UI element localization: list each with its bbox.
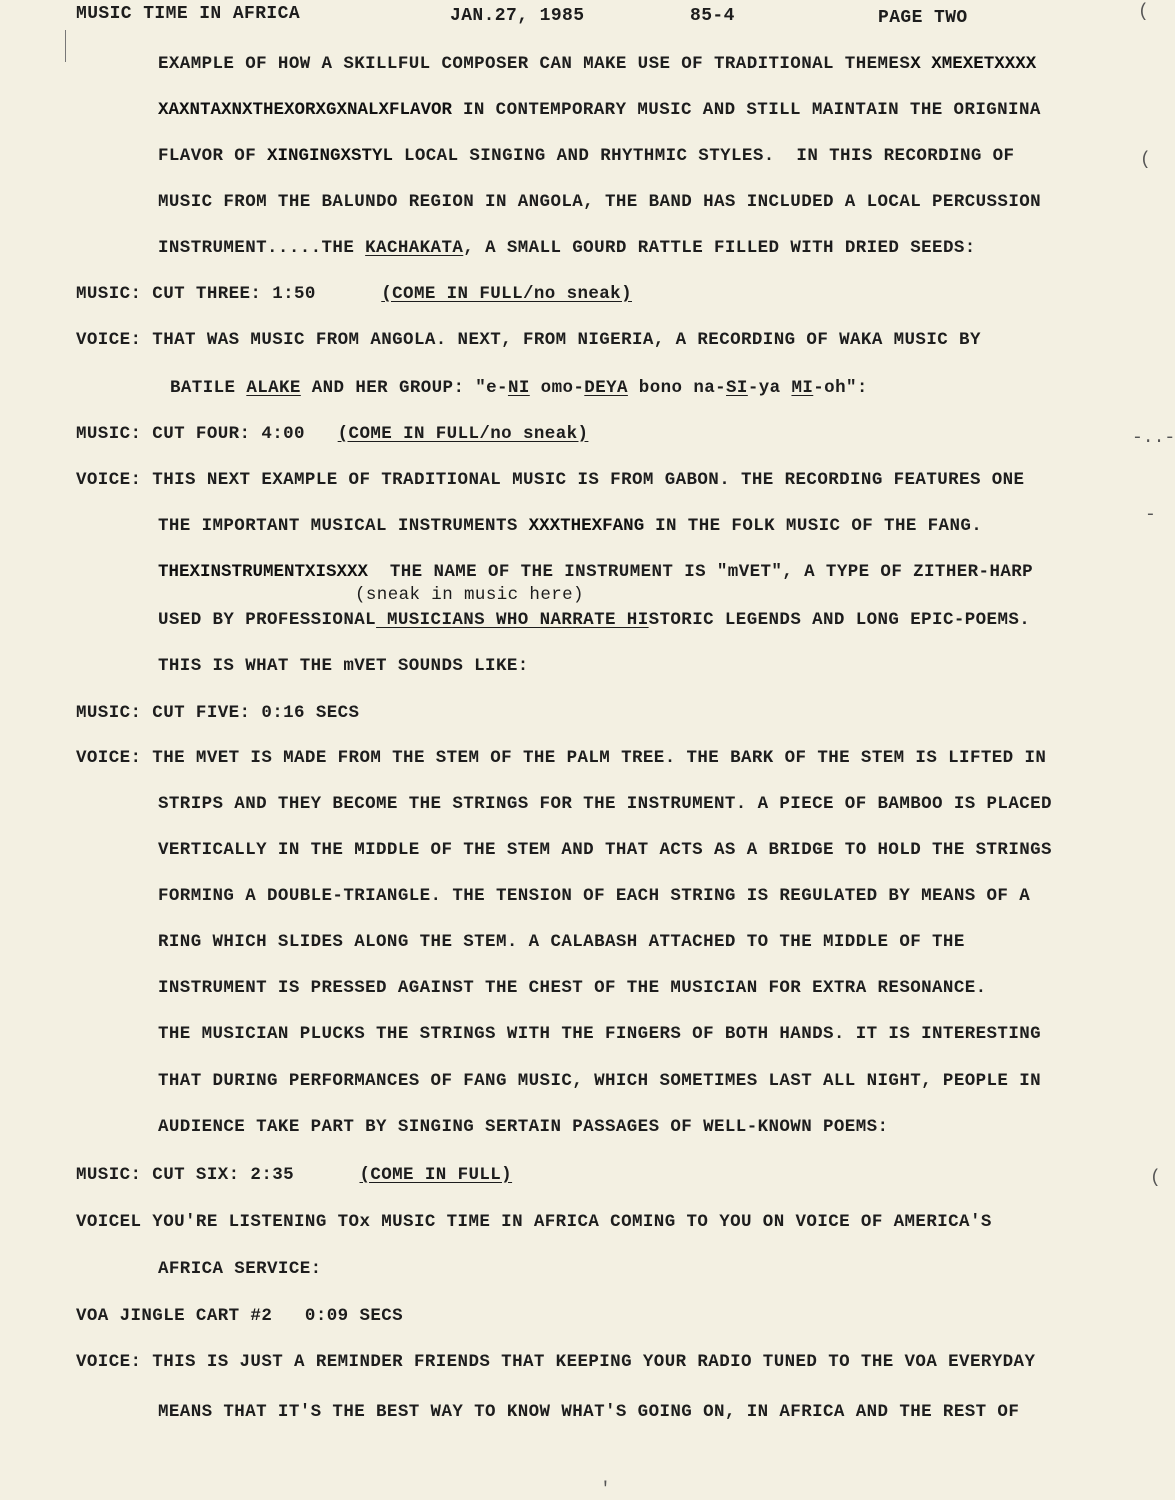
- margin-mark: ': [600, 1480, 611, 1500]
- script-line: THE IMPORTANT MUSICAL INSTRUMENTS XXXTHEXFANG IN THE FOLK MUSIC OF THE FANG.: [158, 516, 983, 536]
- script-line: THE MUSICIAN PLUCKS THE STRINGS WITH THE FINGERS OF BOTH HANDS. IT IS INTERESTING: [158, 1024, 1042, 1044]
- cue-line: VOA JINGLE CART #2 0:09 SECS: [76, 1306, 404, 1326]
- script-date: JAN.27, 1985: [450, 6, 585, 26]
- cue-line: MUSIC: CUT SIX: 2:35 (COME IN FULL): [76, 1165, 513, 1185]
- margin-mark: (: [1138, 2, 1149, 22]
- margin-mark: -..-: [1132, 428, 1175, 448]
- margin-mark: [65, 30, 66, 62]
- script-line: THEXINSTRUMENTXISXXX THE NAME OF THE INSTRUMENT IS "mVET", A TYPE OF ZITHER-HARP: [158, 562, 1034, 582]
- voice-line: VOICEL YOU'RE LISTENING TOx MUSIC TIME IN AFRICA COMING TO YOU ON VOICE OF AMERICA'S: [76, 1212, 992, 1232]
- script-line: THIS IS WHAT THE mVET SOUNDS LIKE:: [158, 656, 529, 676]
- script-line: INSTRUMENT IS PRESSED AGAINST THE CHEST OF THE MUSICIAN FOR EXTRA RESONANCE.: [158, 978, 987, 998]
- script-line: RING WHICH SLIDES ALONG THE STEM. A CALABASH ATTACHED TO THE MIDDLE OF THE: [158, 932, 965, 952]
- script-line: AUDIENCE TAKE PART BY SINGING SERTAIN PASSAGES OF WELL-KNOWN POEMS:: [158, 1117, 889, 1137]
- page-number: PAGE TWO: [878, 8, 968, 28]
- script-line: MEANS THAT IT'S THE BEST WAY TO KNOW WHAT'S GOING ON, IN AFRICA AND THE REST OF: [158, 1402, 1020, 1422]
- margin-mark: (: [1140, 150, 1151, 170]
- voice-line: VOICE: THE MVET IS MADE FROM THE STEM OF THE PALM TREE. THE BARK OF THE STEM IS LIFTED IN: [76, 748, 1047, 768]
- margin-mark: (: [1150, 1168, 1161, 1188]
- voice-line: VOICE: THAT WAS MUSIC FROM ANGOLA. NEXT, FROM NIGERIA, A RECORDING OF WAKA MUSIC BY: [76, 330, 981, 350]
- script-line: AFRICA SERVICE:: [158, 1259, 322, 1279]
- script-line: THAT DURING PERFORMANCES OF FANG MUSIC, WHICH SOMETIMES LAST ALL NIGHT, PEOPLE IN: [158, 1071, 1042, 1091]
- script-line: EXAMPLE OF HOW A SKILLFUL COMPOSER CAN MAKE USE OF TRADITIONAL THEMESX XMEXETXXXX: [158, 54, 1037, 74]
- cue-line: MUSIC: CUT THREE: 1:50 (COME IN FULL/no sneak): [76, 284, 632, 304]
- voice-line: VOICE: THIS IS JUST A REMINDER FRIENDS THAT KEEPING YOUR RADIO TUNED TO THE VOA EVERYDAY: [76, 1352, 1036, 1372]
- voice-line: VOICE: THIS NEXT EXAMPLE OF TRADITIONAL MUSIC IS FROM GABON. THE RECORDING FEATURES ONE: [76, 470, 1025, 490]
- script-line: STRIPS AND THEY BECOME THE STRINGS FOR THE INSTRUMENT. A PIECE OF BAMBOO IS PLACED: [158, 794, 1052, 814]
- script-line: USED BY PROFESSIONAL MUSICIANS WHO NARRATE HISTORIC LEGENDS AND LONG EPIC-POEMS.: [158, 610, 1031, 630]
- script-line: XAXNTAXNXTHEXORXGXNALXFLAVOR IN CONTEMPORARY MUSIC AND STILL MAINTAIN THE ORIGNINA: [158, 100, 1041, 120]
- cue-line: MUSIC: CUT FIVE: 0:16 SECS: [76, 703, 360, 723]
- script-line: INSTRUMENT.....THE KACHAKATA, A SMALL GOURD RATTLE FILLED WITH DRIED SEEDS:: [158, 238, 976, 258]
- program-title: MUSIC TIME IN AFRICA: [76, 4, 301, 24]
- script-line: FORMING A DOUBLE-TRIANGLE. THE TENSION OF EACH STRING IS REGULATED BY MEANS OF A: [158, 886, 1031, 906]
- margin-mark: -: [1145, 505, 1156, 525]
- script-line: BATILE ALAKE AND HER GROUP: "e-NI omo-DEYA bono na-SI-ya MI-oh":: [170, 378, 868, 398]
- script-line: VERTICALLY IN THE MIDDLE OF THE STEM AND THAT ACTS AS A BRIDGE TO HOLD THE STRINGS: [158, 840, 1052, 860]
- script-line: MUSIC FROM THE BALUNDO REGION IN ANGOLA, THE BAND HAS INCLUDED A LOCAL PERCUSSION: [158, 192, 1042, 212]
- handwritten-note: (sneak in music here): [355, 585, 584, 605]
- cue-line: MUSIC: CUT FOUR: 4:00 (COME IN FULL/no sneak): [76, 424, 589, 444]
- script-number: 85-4: [690, 6, 735, 26]
- script-line: FLAVOR OF XINGINGXSTYL LOCAL SINGING AND RHYTHMIC STYLES. IN THIS RECORDING OF: [158, 146, 1015, 166]
